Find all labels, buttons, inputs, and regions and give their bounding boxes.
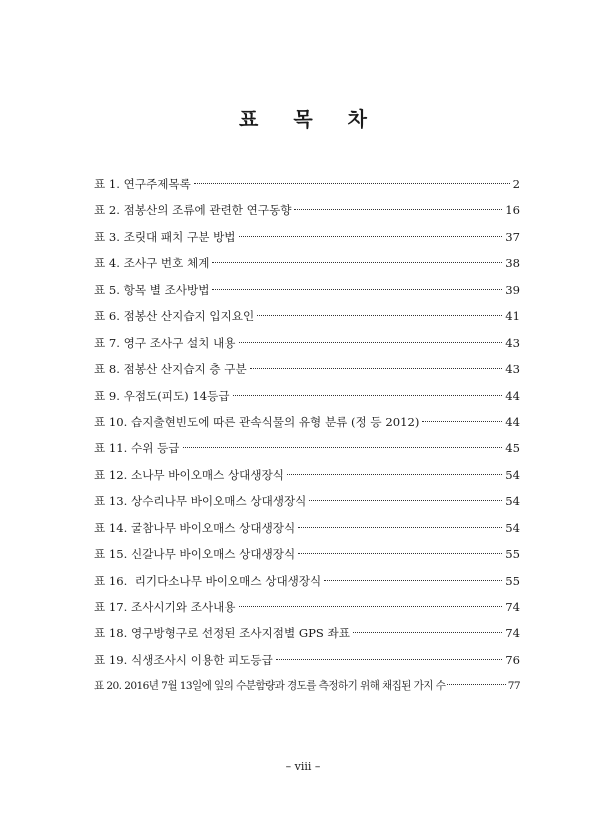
dot-leader: [422, 421, 502, 422]
toc-entry-page: 43: [505, 335, 520, 350]
toc-entry-page: 2: [512, 177, 520, 191]
toc-entry-page: 43: [505, 362, 520, 377]
dot-leader: [298, 527, 502, 528]
toc-entry[interactable]: [94, 620, 520, 646]
toc-entry-page: 76: [505, 652, 520, 667]
toc-entry[interactable]: [94, 383, 520, 409]
toc-entry-label: 표 17. 조사시기와 조사내용: [94, 600, 236, 614]
toc-entry-page: 44: [505, 388, 520, 403]
toc-entry-page: 55: [505, 573, 520, 588]
toc-entry-page: 74: [505, 626, 520, 641]
toc-entry[interactable]: [94, 171, 520, 197]
toc-entry[interactable]: [94, 224, 520, 250]
dot-leader: [233, 395, 503, 396]
toc-entry[interactable]: [94, 541, 520, 567]
toc-entry-page: 39: [505, 282, 520, 297]
toc-entry[interactable]: [94, 303, 520, 329]
toc-entry-page: 77: [507, 680, 520, 693]
toc-entry-label: 표 9. 우점도(피도) 14등급: [94, 388, 230, 403]
toc-entry-page: 16: [505, 203, 520, 218]
toc-entry[interactable]: [94, 409, 520, 435]
toc-entry-page: 41: [505, 309, 520, 324]
toc-entry-label: 표 15. 신갈나무 바이오매스 상대생장식: [94, 547, 296, 562]
dot-leader: [287, 474, 502, 475]
dot-leader: [212, 289, 502, 290]
toc-entry-label: 표 19. 식생조사시 이용한 피도등급: [94, 652, 273, 667]
toc-entry-label: 표 8. 점봉산 산지습지 층 구분: [94, 362, 247, 377]
dot-leader: [298, 553, 502, 554]
toc-entry[interactable]: [94, 647, 520, 673]
toc-entry-label: 표 4. 조사구 번호 체계: [94, 256, 210, 271]
toc-entry[interactable]: [94, 488, 520, 514]
toc-entry[interactable]: [94, 594, 520, 620]
toc-entry-page: 54: [505, 520, 520, 535]
toc-entry-page: 45: [505, 441, 520, 456]
toc-entry-label: 표 1. 연구주제목록: [94, 177, 191, 191]
toc-entry[interactable]: [94, 356, 520, 382]
page-number: – viii –: [285, 760, 321, 773]
toc-entry-label: 표 13. 상수리나무 바이오매스 상대생장식: [94, 494, 307, 509]
toc-entry[interactable]: [94, 330, 520, 356]
toc-entry-label: 표 2. 점봉산의 조류에 관련한 연구동향: [94, 203, 292, 218]
dot-leader: [353, 632, 502, 633]
toc-entry[interactable]: [94, 277, 520, 303]
dot-leader: [239, 342, 503, 343]
toc-entry[interactable]: [94, 568, 520, 594]
toc-entry[interactable]: [94, 197, 520, 223]
toc-entry[interactable]: [94, 435, 520, 461]
dot-leader: [250, 368, 503, 369]
toc-entry[interactable]: [94, 462, 520, 488]
toc-entry-page: 38: [505, 256, 520, 271]
toc-entry-label: 표 18. 영구방형구로 선정된 조사지점별 GPS 좌표: [94, 626, 350, 641]
dot-leader: [239, 606, 503, 607]
toc-entry-label: 표 11. 수위 등급: [94, 441, 180, 456]
toc-entry-page: 54: [505, 467, 520, 482]
toc-entry-label: 표 5. 항목 별 조사방법: [94, 282, 210, 297]
toc-entry[interactable]: [94, 673, 520, 699]
page-title: 표 목 차: [239, 107, 381, 131]
toc-entry[interactable]: [94, 250, 520, 276]
toc-entry-label: 표 10. 습지출현빈도에 따른 관속식물의 유형 분류 (정 등 2012): [94, 414, 420, 429]
toc-entry-page: 44: [505, 414, 520, 429]
dot-leader: [183, 447, 503, 448]
toc-entry-page: 37: [505, 229, 520, 244]
toc-entry-label: 표 20. 2016년 7월 13일에 잎의 수분함량과 경도를 측정하기 위해 채집된 가지 수: [94, 680, 446, 693]
dot-leader: [239, 236, 503, 237]
toc-entry-label: 표 3. 조릿대 패치 구분 방법: [94, 229, 236, 244]
toc-entry[interactable]: [94, 515, 520, 541]
toc-entry-label: 표 12. 소나무 바이오매스 상대생장식: [94, 467, 284, 482]
toc-entry-label: 표 14. 굴참나무 바이오매스 상대생장식: [94, 520, 296, 535]
dot-leader: [294, 209, 502, 210]
toc-entry-label: 표 7. 영구 조사구 설치 내용: [94, 335, 236, 350]
toc-entry-page: 55: [505, 547, 520, 562]
dot-leader: [324, 580, 502, 581]
dot-leader: [212, 262, 502, 263]
toc-entry-label: 표 6. 점봉산 산지습지 입지요인: [94, 309, 255, 324]
dot-leader: [257, 315, 502, 316]
toc-entry-page: 54: [505, 494, 520, 509]
toc-entry-page: 74: [505, 600, 520, 614]
dot-leader: [447, 684, 505, 685]
dot-leader: [309, 500, 502, 501]
dot-leader: [194, 183, 510, 184]
dot-leader: [276, 659, 502, 660]
table-of-contents: [94, 171, 520, 700]
toc-entry-label: 표 16. 리기다소나무 바이오매스 상대생장식: [94, 573, 322, 588]
